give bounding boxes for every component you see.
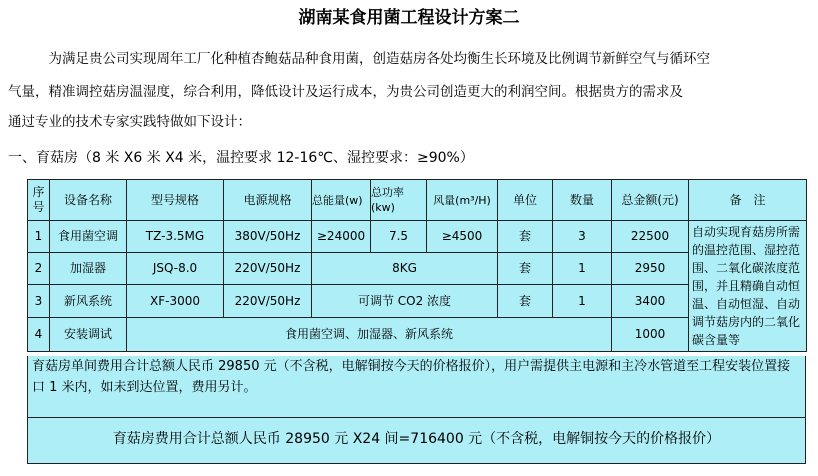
- row1-airflow: ≥4500: [427, 221, 498, 253]
- row1-model: TZ-3.5MG: [127, 221, 224, 253]
- row3-spec: 可调节 CO2 浓度: [312, 285, 498, 317]
- header-unit: 单位: [498, 180, 553, 221]
- equipment-table: [27, 179, 807, 352]
- header-seq: 序号: [28, 180, 50, 221]
- row1-unit: 套: [498, 221, 553, 253]
- remark-cell: 自动实现育菇房所需的温控范围、湿控范围、二氧化碳浓度范围，并且精确自动恒温、自动恒湿、自动调节菇房内的二氧化碳含量等: [689, 221, 807, 352]
- row2-unit: 套: [498, 253, 553, 285]
- row2-qty: 1: [553, 253, 612, 285]
- header-qty: 数量: [553, 180, 612, 221]
- section-heading: 一、育菇房（8 米 X6 米 X4 米，温控要求 12-16℃、湿控要求：≥90%）: [8, 150, 474, 166]
- row3-name: 新风系统: [50, 285, 127, 317]
- row3-seq: 3: [28, 285, 50, 317]
- intro-line-1: 为满足贵公司实现周年工厂化种植杏鲍菇品种食用菌，创造菇房各处均衡生长环境及比例调节新鲜空气与循环空: [48, 51, 710, 67]
- row1-amount: 22500: [612, 221, 689, 253]
- header-power: 电源规格: [224, 180, 312, 221]
- header-capacity: 总能量(w): [312, 180, 371, 221]
- header-name: 设备名称: [50, 180, 127, 221]
- intro-line-2: 气量，精准调控菇房温湿度，综合利用，降低设计及运行成本，为贵公司创造更大的利润空间。根据贵方的需求及: [8, 84, 683, 100]
- cost-summary-total: 育菇房费用合计总额人民币 28950 元 X24 间=716400 元（不含税，电解铜按今天的价格报价）: [27, 418, 806, 464]
- row2-seq: 2: [28, 253, 50, 285]
- row3-model: XF-3000: [127, 285, 224, 317]
- row2-spec: 8KG: [312, 253, 498, 285]
- header-amount: 总金额(元): [612, 180, 689, 221]
- row1-name: 食用菌空调: [50, 221, 127, 253]
- row1-total-power: 7.5: [371, 221, 427, 253]
- row3-amount: 3400: [612, 285, 689, 317]
- page-title: 湖南某食用菌工程设计方案二: [298, 8, 520, 28]
- table-row: [28, 221, 807, 253]
- intro-line-3: 通过专业的技术专家实践特做如下设计：: [8, 114, 251, 130]
- row4-amount: 1000: [612, 317, 689, 351]
- row4-name: 安装调试: [50, 317, 127, 351]
- row1-capacity: ≥24000: [312, 221, 371, 253]
- row2-name: 加湿器: [50, 253, 127, 285]
- row4-seq: 4: [28, 317, 50, 351]
- row1-seq: 1: [28, 221, 50, 253]
- row1-power: 380V/50Hz: [224, 221, 312, 253]
- row2-amount: 2950: [612, 253, 689, 285]
- row3-unit: 套: [498, 285, 553, 317]
- row4-spec: 食用菌空调、加湿器、新风系统: [127, 317, 612, 351]
- cost-summary-single-room: 育菇房单间费用合计总额人民币 29850 元（不含税，电解铜按今天的价格报价），用户需提供主电源和主冷水管道至工程安装位置接口 1 米内，如未到达位置，费用另计。: [27, 356, 806, 418]
- table-header-row: [28, 180, 807, 221]
- row3-power: 220V/50Hz: [224, 285, 312, 317]
- row3-qty: 1: [553, 285, 612, 317]
- row1-qty: 3: [553, 221, 612, 253]
- header-total-power: 总功率(kw): [371, 180, 427, 221]
- row2-power: 220V/50Hz: [224, 253, 312, 285]
- header-airflow: 风量(m³/H): [427, 180, 498, 221]
- header-model: 型号规格: [127, 180, 224, 221]
- header-remark: 备 注: [689, 180, 807, 221]
- row2-model: JSQ-8.0: [127, 253, 224, 285]
